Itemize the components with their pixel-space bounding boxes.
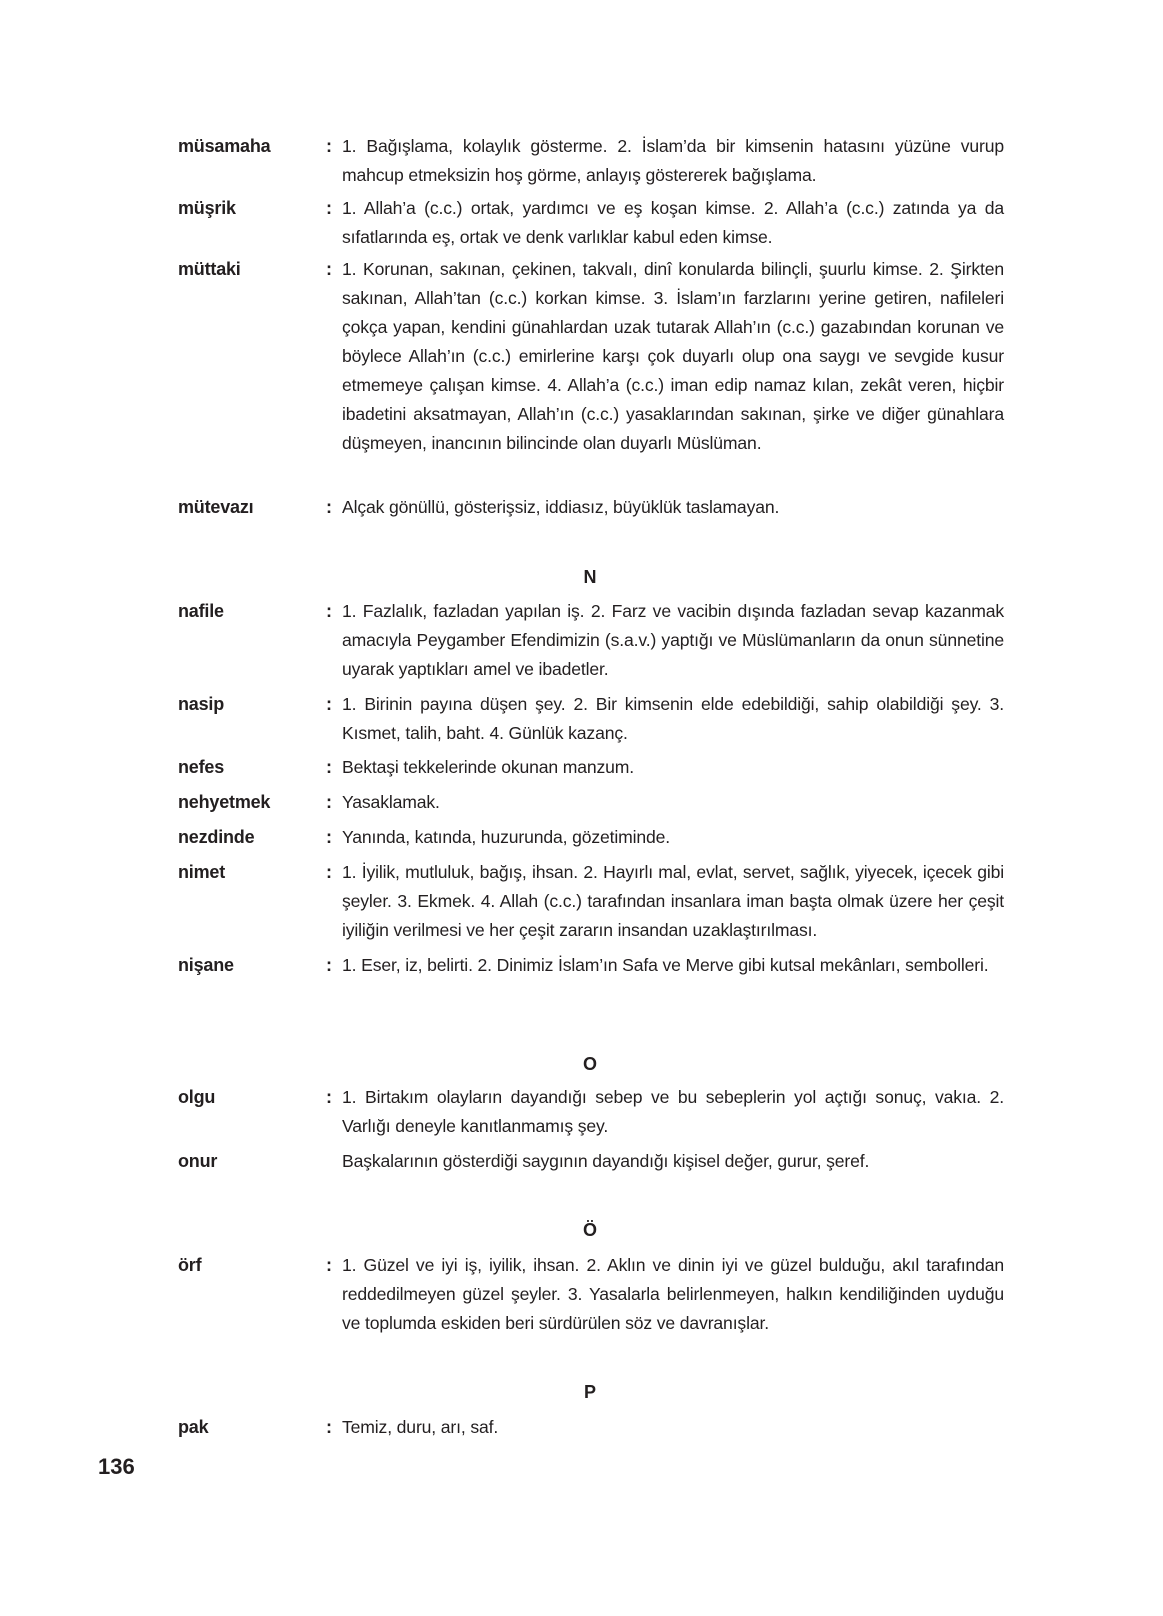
definition: 1. Birtakım olayların dayandığı sebep ve bu sebeplerin yol açtığı sonuç, vakıa. 2. Varlığı deneyle kanıtlanmamış şey.	[342, 1087, 1004, 1136]
section-letter-p: P	[583, 1382, 596, 1402]
colon: :	[326, 601, 332, 621]
glossary-entry-nimet	[178, 858, 1028, 945]
colon: :	[326, 827, 332, 847]
section-letter-o: O	[582, 1054, 597, 1074]
colon: :	[326, 198, 332, 218]
glossary-entry-onur	[178, 1147, 1028, 1176]
term: nasip	[178, 694, 225, 714]
colon: :	[326, 862, 332, 882]
colon: :	[326, 259, 332, 279]
definition: 1. Fazlalık, fazladan yapılan iş. 2. Farz ve vacibin dışında fazladan sevap kazanmak amacıyla Peygamber Efendimizin (s.a.v.) yaptığı ve Müslümanların da onun sünnetine uyarak yaptıkları amel ve ibadetler.	[342, 601, 1004, 679]
definition: 1. Korunan, sakınan, çekinen, takvalı, dinî konularda bilinçli, şuurlu kimse. 2. Şirkten sakınan, Allah’tan (c.c.) korkan kimse. 3. İslam’ın farzlarını yerine getiren, nafileleri çokça yapan, kendini günahlardan uzak tutarak Allah’ın (c.c.) gazabından korunan ve böylece Allah’ın (c.c.) emirlerine karşı çok duyarlı olup ona saygı ve sevgide kusur etmemeye çalışan kimse. 4. Allah’a (c.c.) iman edip namaz kılan, zekât veren, hiçbir ibadetini aksatmayan, Allah’ın (c.c.) yasaklarından sakınan, şirke ve diğer günahlara düşmeyen, inancının bilincinde olan duyarlı Müslüman.	[342, 259, 1004, 453]
glossary-entry-orf	[178, 1251, 1028, 1338]
glossary-entry-musrik	[178, 194, 1028, 252]
glossary-entry-nehyetmek	[178, 788, 1028, 817]
colon: :	[326, 1255, 332, 1275]
term: müşrik	[178, 198, 236, 218]
colon: :	[326, 136, 332, 156]
term: nimet	[178, 862, 226, 882]
term: mütevazı	[178, 497, 254, 517]
glossary-entry-olgu	[178, 1083, 1028, 1141]
definition: Bektaşi tekkelerinde okunan manzum.	[342, 757, 635, 777]
glossary-entry-nefes	[178, 753, 1028, 782]
colon: :	[326, 694, 332, 714]
definition: 1. Birinin payına düşen şey. 2. Bir kimsenin elde edebildiği, sahip olabildiği şey. 3. Kısmet, talih, baht. 4. Günlük kazanç.	[342, 694, 1004, 743]
term: nişane	[178, 955, 234, 975]
glossary-entry-nezdinde	[178, 823, 1028, 852]
colon: :	[326, 1087, 332, 1107]
glossary-entry-nasip	[178, 690, 1028, 748]
glossary-entry-mutevazi	[178, 493, 1028, 522]
term: pak	[178, 1417, 209, 1437]
definition: 1. Allah’a (c.c.) ortak, yardımcı ve eş koşan kimse. 2. Allah’a (c.c.) zatında ya da sıfatlarında eş, ortak ve denk varlıklar kabul eden kimse.	[342, 198, 1004, 247]
glossary-entry-muttaki	[178, 255, 1028, 458]
term: onur	[178, 1151, 218, 1171]
section-letter-n: N	[583, 567, 597, 587]
term: olgu	[178, 1087, 216, 1107]
definition: Temiz, duru, arı, saf.	[342, 1417, 499, 1437]
definition: 1. İyilik, mutluluk, bağış, ihsan. 2. Hayırlı mal, evlat, servet, sağlık, yiyecek, içecek gibi şeyler. 3. Ekmek. 4. Allah (c.c.) tarafından insanlara iman başta olmak üzere her çeşit iyiliğin verilmesi ve her çeşit zararın insandan uzaklaştırılması.	[342, 862, 1004, 940]
colon: :	[326, 955, 332, 975]
definition: 1. Eser, iz, belirti. 2. Dinimiz İslam’ın Safa ve Merve gibi kutsal mekânları, sembolleri.	[342, 955, 989, 975]
definition: Alçak gönüllü, gösterişsiz, iddiasız, büyüklük taslamayan.	[342, 497, 780, 517]
term: nefes	[178, 757, 225, 777]
colon: :	[326, 792, 332, 812]
term: müttaki	[178, 259, 241, 279]
colon: :	[326, 1417, 332, 1437]
glossary-entry-pak	[178, 1413, 1028, 1442]
definition: Yasaklamak.	[342, 792, 440, 812]
definition: 1. Güzel ve iyi iş, iyilik, ihsan. 2. Aklın ve dinin iyi ve güzel bulduğu, akıl tarafından reddedilmeyen güzel şeyler. 3. Yasalarla belirlenmeyen, halkın kendiliğinden uyduğu ve toplumda eskiden beri sürdürülen söz ve davranışlar.	[342, 1255, 1004, 1333]
colon: :	[326, 757, 332, 777]
term: nehyetmek	[178, 792, 271, 812]
definition: 1. Bağışlama, kolaylık gösterme. 2. İslam’da bir kimsenin hatasını yüzüne vurup mahcup etmeksizin hoş görme, anlayış göstererek bağışlama.	[342, 136, 1004, 185]
term: nezdinde	[178, 827, 255, 847]
term: örf	[178, 1255, 202, 1275]
term: nafile	[178, 601, 224, 621]
term: müsamaha	[178, 136, 271, 156]
definition: Başkalarının gösterdiği saygının dayandığı kişisel değer, gurur, şeref.	[342, 1151, 870, 1171]
section-letter-o-umlaut: Ö	[582, 1220, 597, 1240]
glossary-entry-nisane	[178, 951, 1028, 980]
page-number: 136	[98, 1454, 135, 1479]
glossary-entry-musamaha	[178, 132, 1028, 190]
colon: :	[326, 497, 332, 517]
definition: Yanında, katında, huzurunda, gözetiminde.	[342, 827, 671, 847]
glossary-entry-nafile	[178, 597, 1028, 684]
